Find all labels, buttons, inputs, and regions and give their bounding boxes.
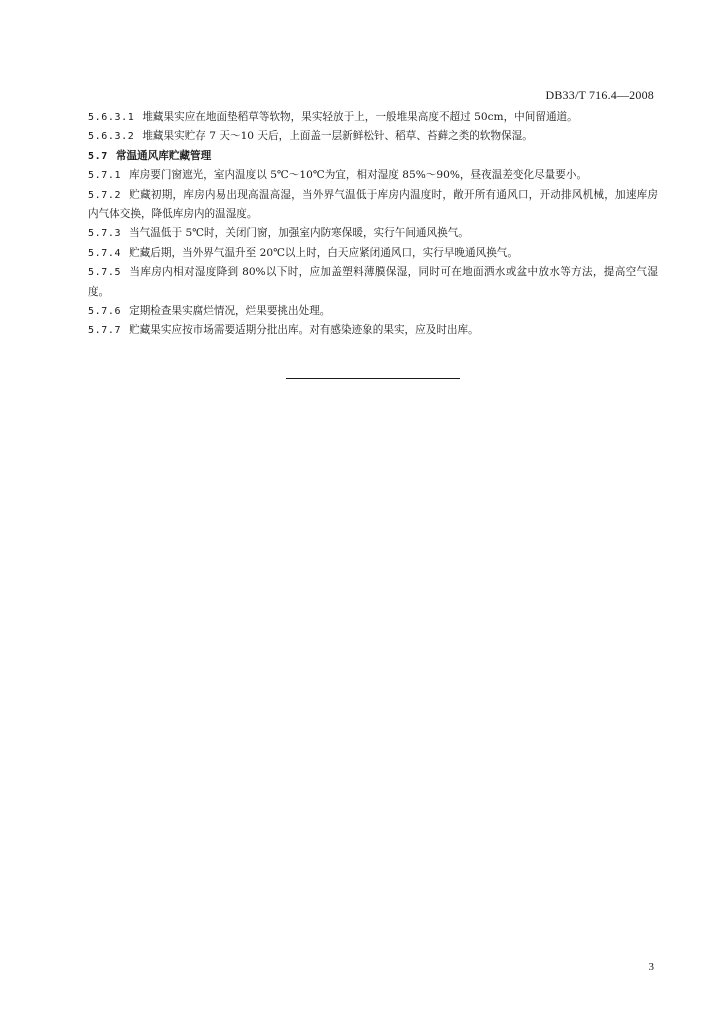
clause-text: 定期检查果实腐烂情况，烂果要挑出处理。	[129, 305, 331, 318]
clause-text: 堆藏果实应在地面垫稻草等软物，果实轻放于上，一般堆果高度不超过 50cm，中间留通道。	[142, 111, 578, 123]
clause-text: 库房要门窗遮光，室内温度以 5℃～10℃为宜，相对湿度 85%～90%，昼夜温差变化尽量要小。	[129, 169, 588, 182]
clause-text: 当库房内相对湿度降到 80%以下时，应加盖塑料薄膜保湿，同时可在地面洒水或盆中放水等方法，提高空气湿度。	[88, 266, 658, 298]
clause-text: 当气温低于 5℃时，关闭门窗，加强室内防寒保暖，实行午间通风换气。	[129, 227, 469, 240]
clause-text: 贮藏后期，当外界气温升至 20℃以上时，白天应紧闭通风口，实行早晚通风换气。	[129, 246, 518, 259]
clause-number: 5.7.2	[88, 189, 122, 201]
clause-number: 5.7.3	[88, 228, 122, 240]
clause-number: 5.6.3.2	[88, 131, 135, 143]
clause-text: 堆藏果实贮存 7 天～10 天后，上面盖一层新鲜松针、稻草、苔藓之类的软物保湿。	[142, 130, 533, 143]
clause-number: 5.7.5	[88, 267, 122, 279]
clause-number: 5.6.3.1	[88, 112, 135, 123]
clause-text: 贮藏果实应按市场需要适期分批出库。对有感染迹象的果实，应及时出库。	[129, 324, 479, 337]
clause-number: 5.7.1	[88, 170, 122, 182]
clause-5-7-6	[88, 302, 658, 321]
document-body	[88, 108, 658, 341]
clause-number: 5.7.6	[88, 306, 122, 318]
section-number: 5.7	[88, 150, 108, 162]
section-heading-5-7	[88, 147, 658, 166]
clause-5-7-4	[88, 244, 658, 263]
page-number: 3	[648, 961, 654, 973]
clause-5-6-3-2	[88, 127, 658, 146]
section-title: 常温通风库贮藏管理	[115, 149, 212, 162]
end-of-document-rule	[286, 378, 460, 379]
clause-number: 5.7.7	[88, 325, 122, 337]
clause-5-7-5	[88, 263, 658, 302]
clause-5-6-3-1	[88, 108, 658, 127]
clause-5-7-1	[88, 166, 658, 185]
clause-text: 贮藏初期，库房内易出现高温高湿，当外界气温低于库房内温度时，敞开所有通风口，开动排风机械，加速库房内气体交换，降低库房内的温湿度。	[88, 188, 658, 221]
clause-number: 5.7.4	[88, 247, 122, 259]
clause-5-7-3	[88, 224, 658, 243]
clause-5-7-2	[88, 186, 658, 225]
clause-5-7-7	[88, 321, 658, 340]
document-identifier: DB33/T 716.4—2008	[545, 88, 654, 102]
